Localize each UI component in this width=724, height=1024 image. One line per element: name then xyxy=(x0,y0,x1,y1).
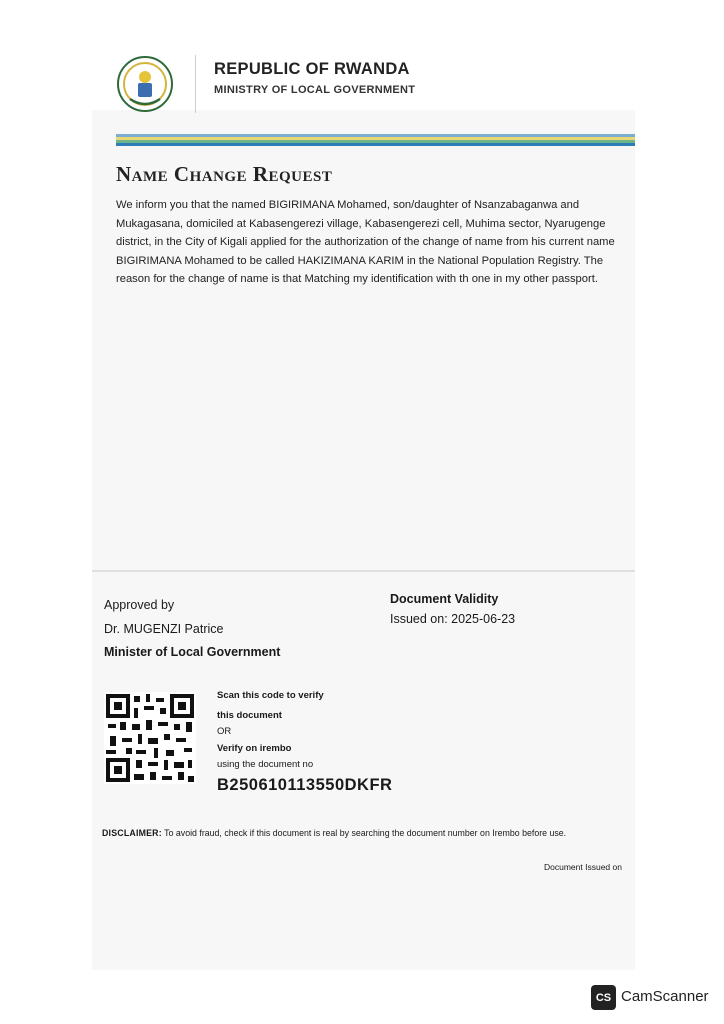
disclaimer-label: DISCLAIMER: xyxy=(102,828,162,838)
rwanda-emblem-icon xyxy=(116,55,174,113)
approved-by-label: Approved by xyxy=(104,598,175,612)
approver-title: Minister of Local Government xyxy=(104,645,281,659)
header-divider xyxy=(195,55,196,113)
approver-name: Dr. MUGENZI Patrice xyxy=(104,622,224,636)
header-subtitle: MINISTRY OF LOCAL GOVERNMENT xyxy=(214,84,416,96)
document-title: Name Change Request xyxy=(116,162,333,186)
verify-line-5: using the document no xyxy=(217,759,314,770)
validity-title: Document Validity xyxy=(390,592,499,606)
verify-line-4: Verify on irembo xyxy=(217,743,292,754)
verify-line-2: this document xyxy=(217,710,282,721)
camscanner-logo-icon: CS xyxy=(591,985,616,1010)
paper-fold-line xyxy=(92,570,635,572)
header-title: REPUBLIC OF RWANDA xyxy=(214,60,410,78)
document-body: We inform you that the named BIGIRIMANA Mohamed, son/daughter of Nsanzabaganwa and Mukagasana, domiciled at Kabasengerezi village, Kabasengerezi cell, Muhima sector, Nyarugenge district, in the City of Kigali applied for the authorization of the change of name from his current name BIGIRIMANA Mohamed to be called HAKIZIMANA KARIM in the National Population Registry. The reason for the change of name is that Matching my identification with th one in my other passport. xyxy=(116,199,615,286)
disclaimer-text: To avoid fraud, check if this document is real by searching the document number on Irembo before use. xyxy=(164,828,567,838)
camscanner-watermark: CamScanner xyxy=(621,988,709,1005)
color-band xyxy=(116,134,635,146)
verify-line-1: Scan this code to verify xyxy=(217,690,324,701)
issued-on-date: Issued on: 2025-06-23 xyxy=(390,612,516,626)
disclaimer xyxy=(102,828,566,838)
qr-code-icon[interactable] xyxy=(104,692,196,784)
document-issued-on-footer: Document Issued on xyxy=(544,862,622,872)
verify-line-3: OR xyxy=(217,726,232,737)
document-number: B250610113550DKFR xyxy=(217,776,393,794)
